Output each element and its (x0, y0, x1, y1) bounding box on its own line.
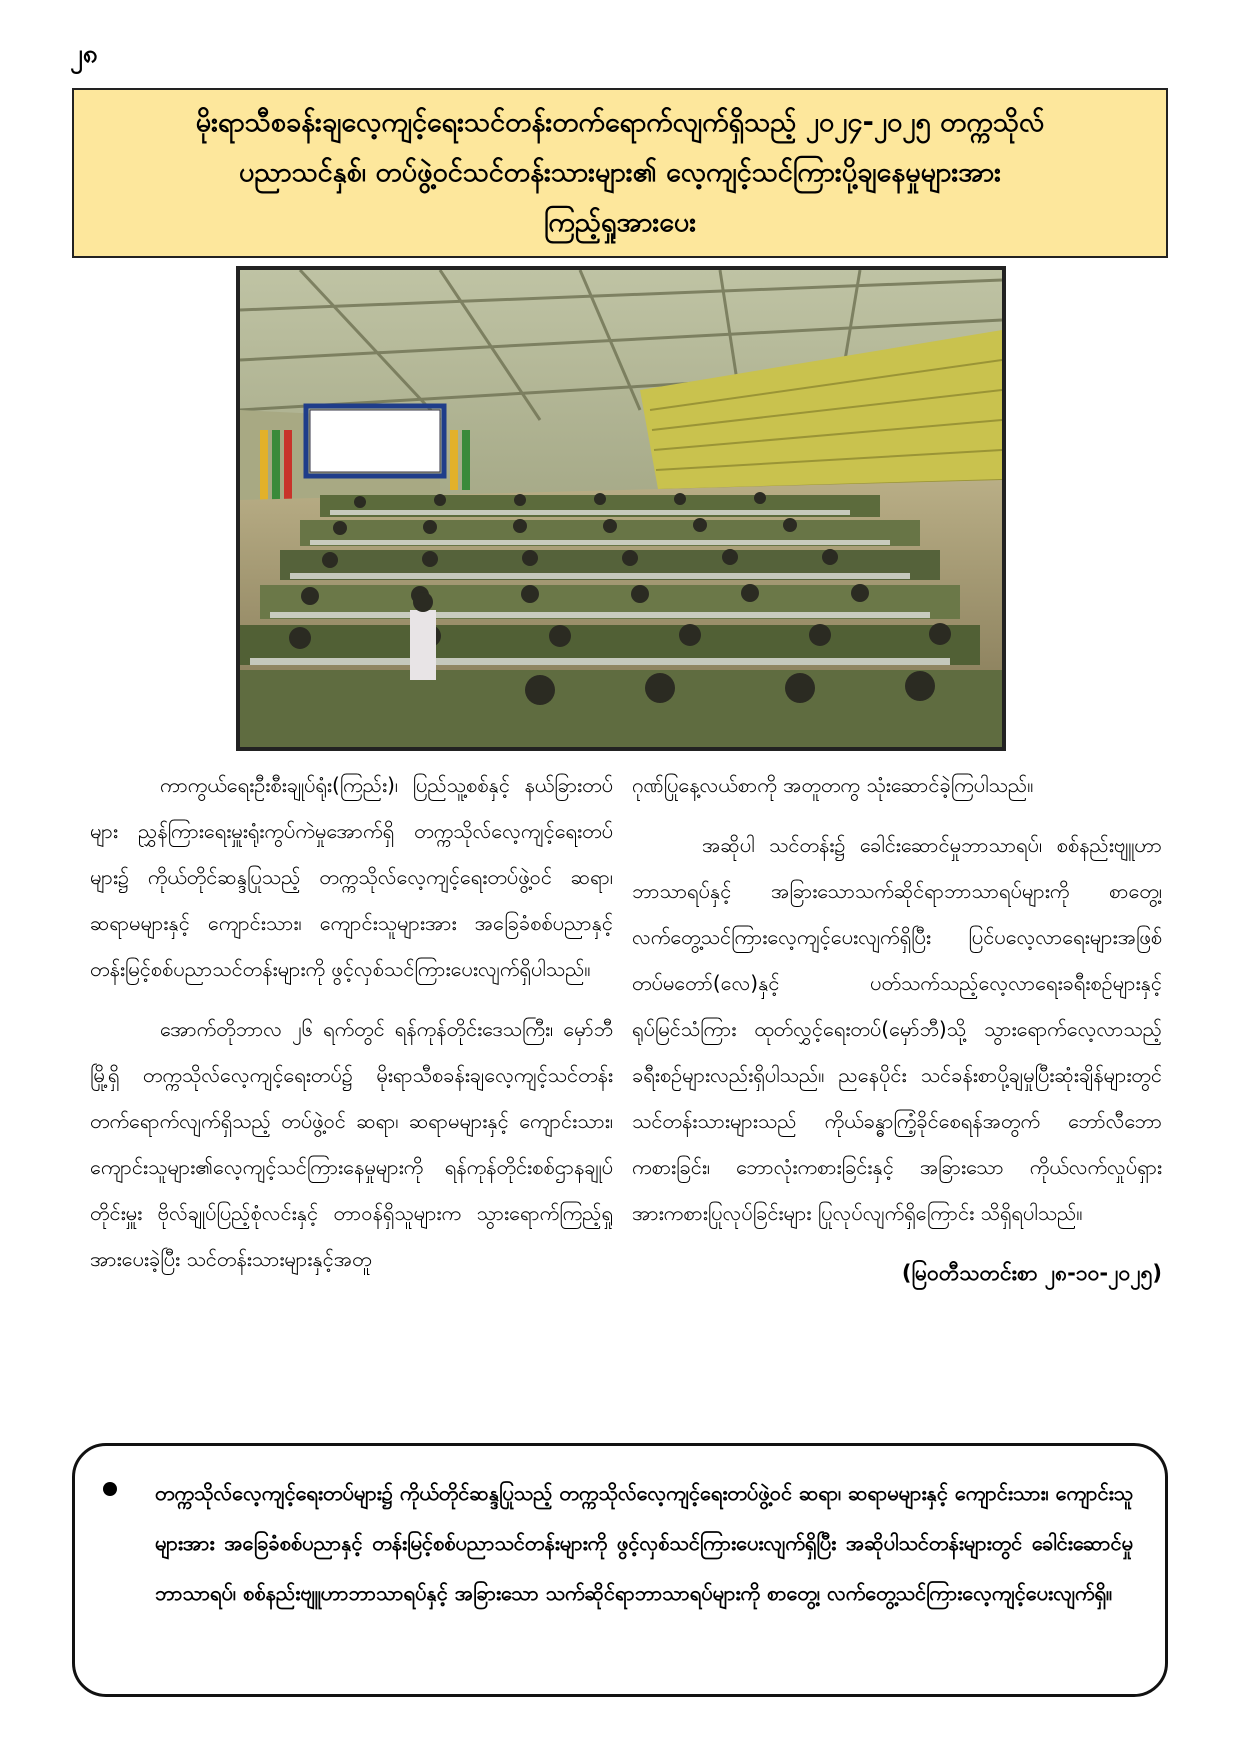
article-paragraph: ကာကွယ်ရေးဦးစီးချုပ်ရုံး(ကြည်း)၊ ပြည်သူ့စစ်နှင့် နယ်ခြားတပ်များ ညွှန်ကြားရေးမှူးရုံးကွပ်ကဲမှုအောက်ရှိ တက္ကသိုလ်လေ့ကျင့်ရေးတပ်များ၌ ကိုယ်တိုင်ဆန္ဒပြုသည့် တက္ကသိုလ်လေ့ကျင့်ရေးတပ်ဖွဲ့ဝင် ဆရာ၊ ဆရာမများနှင့် ကျောင်းသား၊ ကျောင်းသူများအား အခြေခံစစ်ပညာနှင့် တန်းမြင့်စစ်ပညာသင်တန်းများကို ဖွင့်လှစ်သင်ကြားပေးလျက်ရှိပါသည်။ (90, 773, 613, 981)
headline-line: မိုးရာသီစခန်းချလေ့ကျင့်ရေးသင်တန်းတက်ရောက်လျက်ရှိသည့် ၂၀၂၄-၂၀၂၅ တက္ကသိုလ် (195, 107, 1045, 138)
summary-text: တက္ကသိုလ်လေ့ကျင့်ရေးတပ်များ၌ ကိုယ်တိုင်ဆန္ဒပြုသည့် တက္ကသိုလ်လေ့ကျင့်ရေးတပ်ဖွဲ့ဝင် ဆရာ၊ ဆရာမများနှင့် ကျောင်းသား၊ ကျောင်းသူများအား အခြေခံစစ်ပညာနှင့် တန်းမြင့်စစ်ပညာသင်တန်းများကို ဖွင့်လှစ်သင်ကြားပေးလျက်ရှိပြီး အဆိုပါသင်တန်းများတွင် ခေါင်းဆောင်မှု ဘာသာရပ်၊ စစ်နည်းဗျူဟာဘာသာရပ်နှင့် အခြားသော သက်ဆိုင်ရာဘာသာရပ်များကို စာတွေ့၊ လက်တွေ့သင်ကြားလေ့ကျင့်ပေးလျက်ရှိ။ (155, 1481, 1134, 1605)
article-paragraph: ဂုဏ်ပြုနေ့လယ်စာကို အတူတကွ သုံးဆောင်ခဲ့ကြပါသည်။ (632, 773, 1034, 797)
article-paragraph: အောက်တိုဘာလ ၂၆ ရက်တွင် ရန်ကုန်တိုင်းဒေသကြီး၊ မှော်ဘီမြို့ရှိ တက္ကသိုလ်လေ့ကျင့်ရေးတပ်၌ မိုးရာသီစခန်းချလေ့ကျင့်သင်တန်း တက်ရောက်လျက်ရှိသည့် တပ်ဖွဲ့ဝင် ဆရာ၊ ဆရာမများနှင့် ကျောင်းသား၊ ကျောင်းသူများ၏လေ့ကျင့်သင်ကြားနေမှုများကို ရန်ကုန်တိုင်းစစ်ဌာနချုပ် တိုင်းမှူး ဗိုလ်ချုပ်ပြည့်စုံလင်းနှင့် တာဝန်ရှိသူများက သွားရောက်ကြည့်ရှုအားပေးခဲ့ပြီး သင်တန်းသားများနှင့်အတူ (90, 1017, 613, 1271)
headline-box (72, 88, 1168, 258)
article-source: (မြဝတီသတင်းစာ ၂၈-၁၀-၂၀၂၅) (901, 1261, 1162, 1285)
article-column-right (632, 762, 1162, 1296)
headline-line: ပညာသင်နှစ်၊ တပ်ဖွဲ့ဝင်သင်တန်းသားများ၏ လေ့ကျင့်သင်ကြားပို့ချနေမှုများအား (238, 157, 1002, 188)
headline-line: ကြည့်ရှုအားပေး (543, 207, 697, 238)
bullet-icon (103, 1482, 117, 1496)
photo-image (240, 270, 1002, 747)
summary-box (72, 1443, 1168, 1697)
article-column-left (90, 762, 613, 1296)
article-paragraph: အဆိုပါ သင်တန်း၌ ခေါင်းဆောင်မှုဘာသာရပ်၊ စစ်နည်းဗျူဟာဘာသာရပ်နှင့် အခြားသောသက်ဆိုင်ရာဘာသာရပ်များကို စာတွေ့၊ လက်တွေ့သင်ကြားလေ့ကျင့်ပေးလျက်ရှိပြီး ပြင်ပလေ့လာရေးများအဖြစ် တပ်မတော်(လေ)နှင့် ပတ်သက်သည့်လေ့လာရေးခရီးစဉ်များနှင့် ရုပ်မြင်သံကြား ထုတ်လွှင့်ရေးတပ်(မှော်ဘီ)သို့ သွားရောက်လေ့လာသည့် ခရီးစဉ်များလည်းရှိပါသည်။ ညနေပိုင်း သင်ခန်းစာပို့ချမှုပြီးဆုံးချိန်များတွင် သင်တန်းသားများသည် ကိုယ်ခန္ဓာကြံ့ခိုင်စေရန်အတွက် ဘော်လီဘောကစားခြင်း၊ ဘောလုံးကစားခြင်းနှင့် အခြားသော ကိုယ်လက်လှုပ်ရှား အားကစားပြုလုပ်ခြင်းများ ပြုလုပ်လျက်ရှိကြောင်း သိရှိရပါသည်။ (632, 833, 1162, 1225)
article-photo (236, 266, 1006, 751)
page-number: ၂၈ (70, 39, 98, 69)
